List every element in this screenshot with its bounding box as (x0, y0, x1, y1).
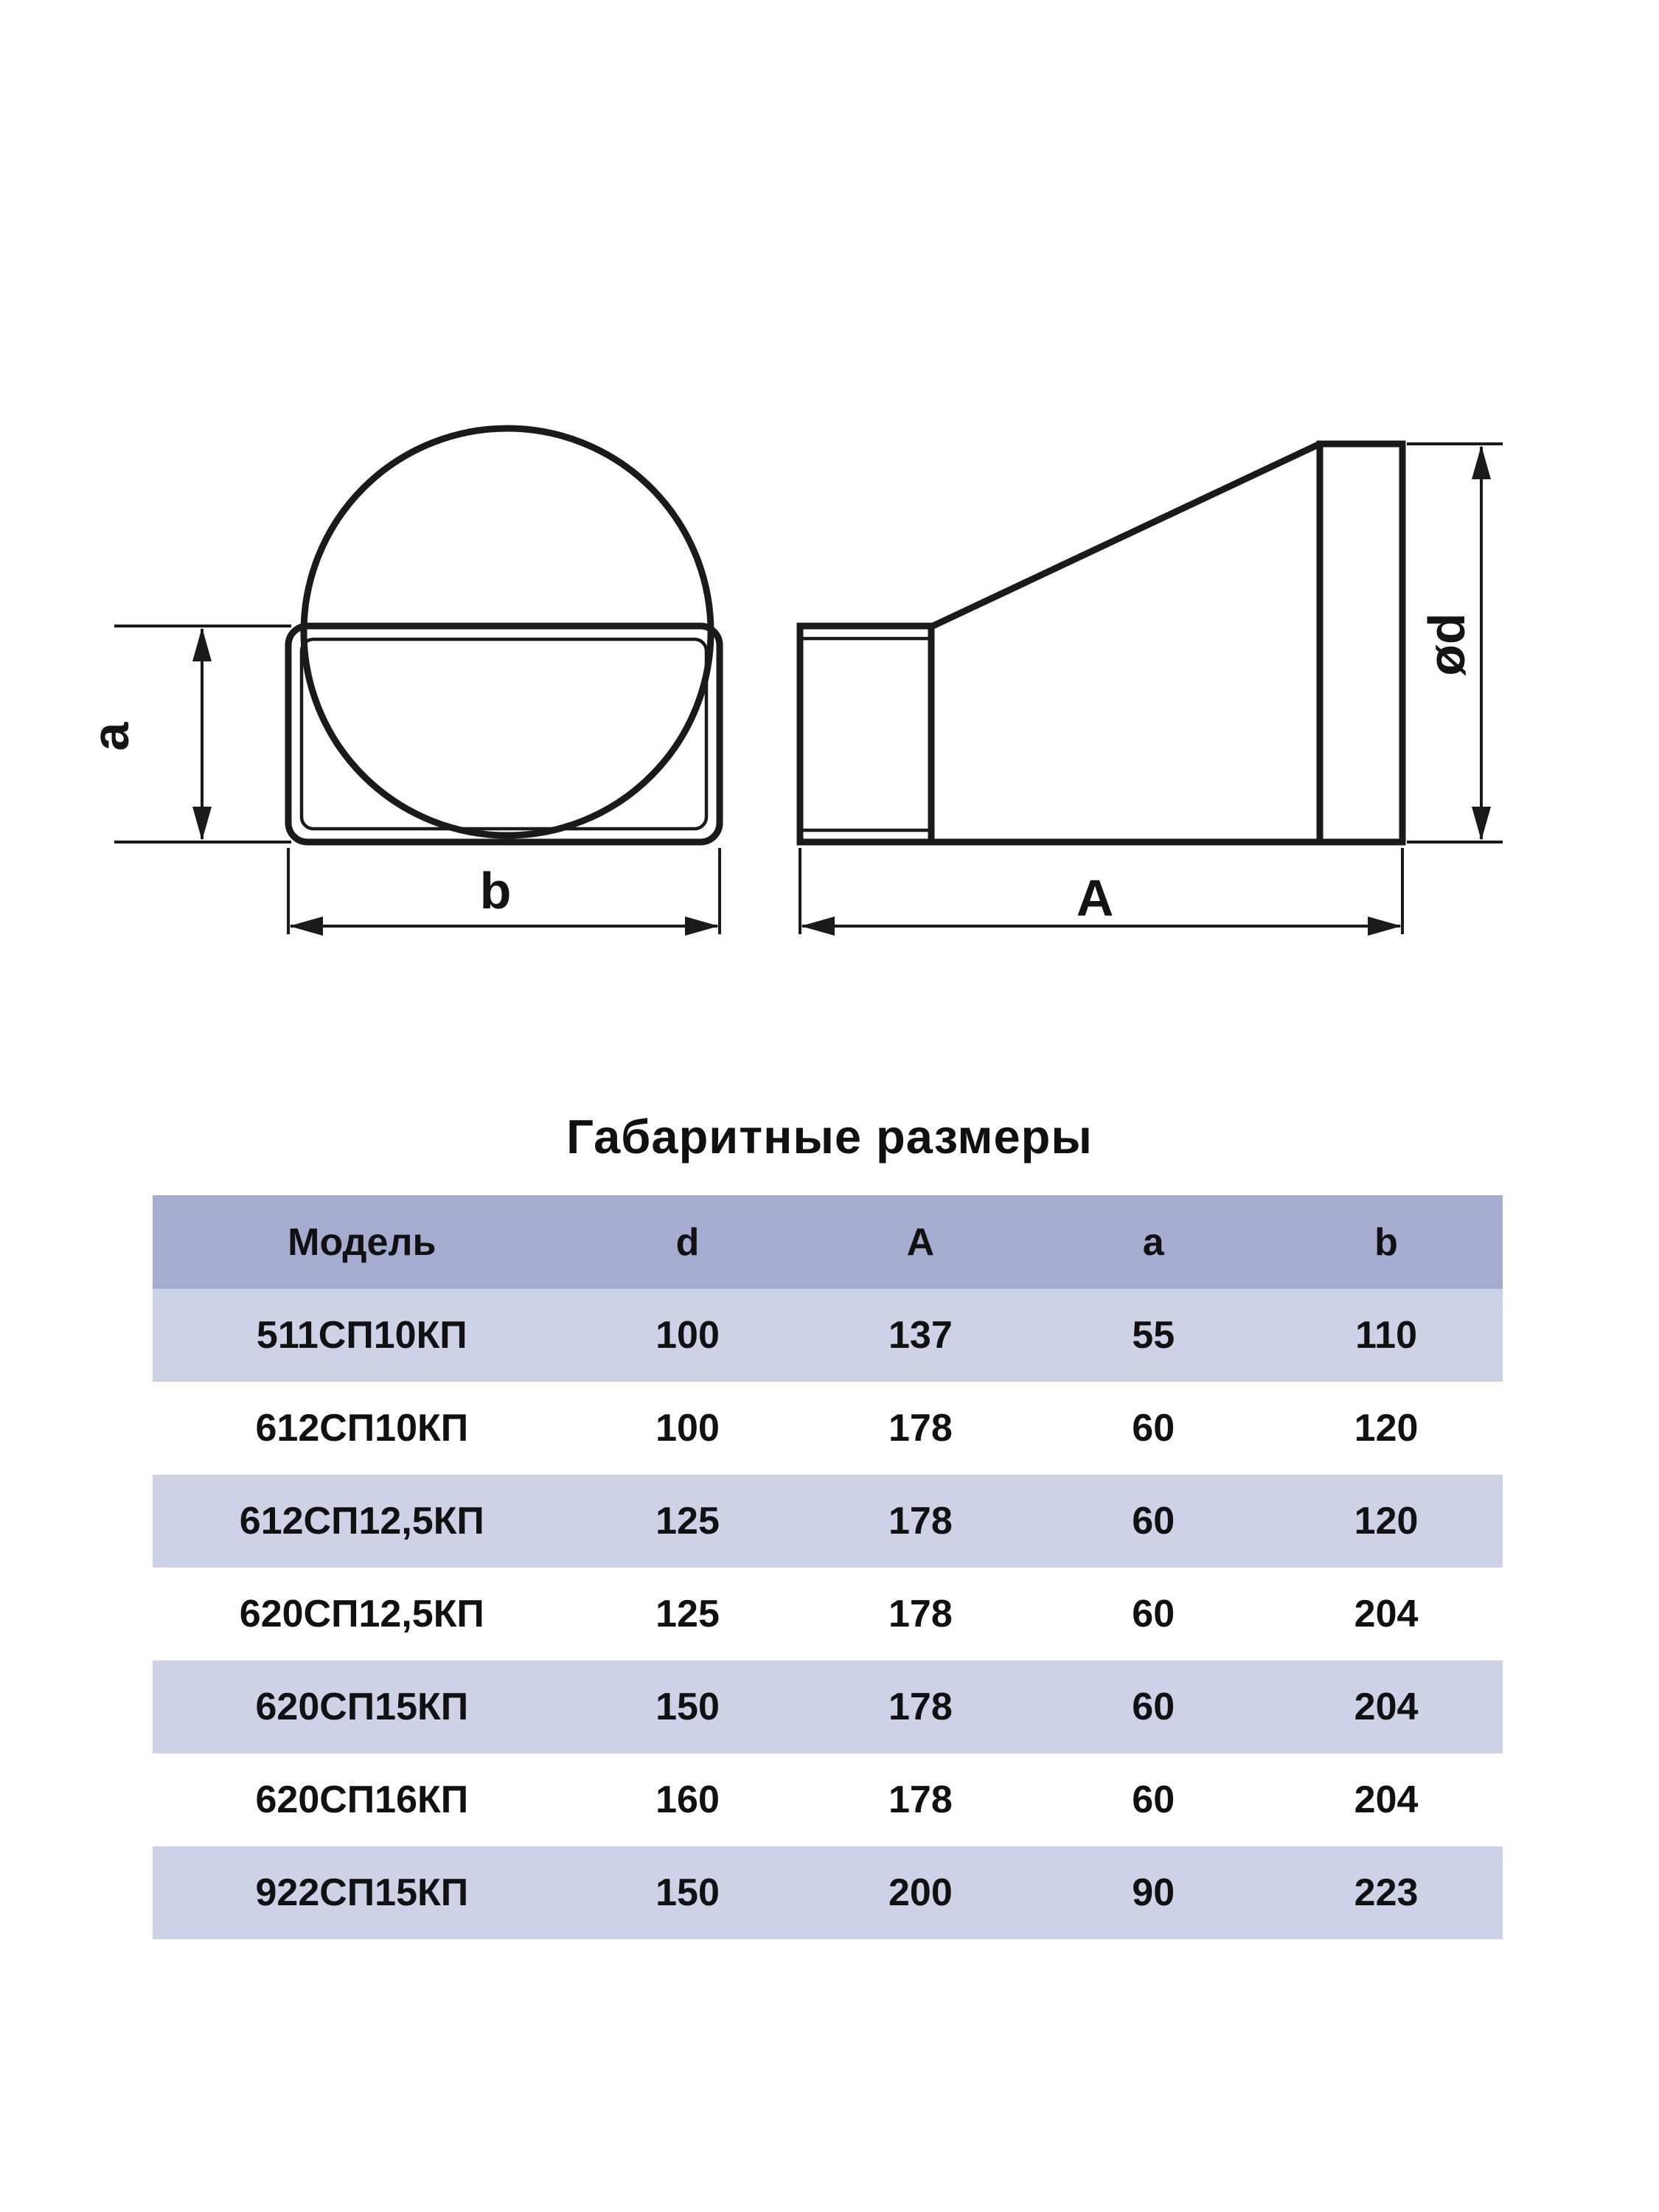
side-view-drawing (800, 444, 1503, 936)
cell-a: 90 (1132, 1871, 1175, 1914)
cell-model: 612СП12,5КП (239, 1500, 484, 1543)
cell-A: 178 (888, 1778, 953, 1821)
dim-diameter-label: ød (1418, 613, 1475, 676)
flat-connector-flange-lines (800, 639, 931, 830)
cell-d: 100 (655, 1314, 720, 1357)
cell-b: 223 (1354, 1871, 1419, 1914)
table-row (153, 1289, 1503, 1382)
cell-model: 612СП10КП (255, 1407, 469, 1450)
cell-model: 511СП10КП (256, 1314, 467, 1357)
cell-model: 620СП15КП (255, 1686, 469, 1728)
dimensions-table (153, 1195, 1503, 1939)
cell-a: 55 (1132, 1314, 1175, 1357)
cell-a: 60 (1132, 1593, 1175, 1635)
header-A: A (906, 1220, 935, 1264)
dim-length-label: A (1076, 869, 1114, 927)
cell-d: 150 (655, 1686, 720, 1728)
cell-b: 204 (1354, 1593, 1419, 1635)
dimension-drawings (0, 0, 1659, 1069)
cell-a: 60 (1132, 1500, 1175, 1543)
flat-duct-outer-outline (288, 626, 720, 842)
cell-b: 204 (1354, 1686, 1419, 1728)
header-model: Модель (288, 1220, 437, 1264)
page-title: Габаритные размеры (566, 1110, 1093, 1164)
cell-a: 60 (1132, 1778, 1175, 1821)
table-header-row (153, 1195, 1503, 1289)
table-row (153, 1568, 1503, 1660)
table-row (153, 1846, 1503, 1939)
dim-b-arrow-left (289, 917, 323, 936)
cell-A: 200 (888, 1871, 953, 1914)
table-row (153, 1660, 1503, 1753)
dim-A-arrow-right (1368, 917, 1402, 936)
dim-a-arrow-up (192, 627, 212, 661)
cell-model: 620СП12,5КП (239, 1593, 484, 1635)
cell-b: 120 (1354, 1407, 1419, 1450)
header-b: b (1374, 1220, 1398, 1264)
cell-d: 125 (655, 1500, 720, 1543)
cell-A: 178 (888, 1500, 953, 1543)
cell-d: 160 (655, 1778, 720, 1821)
reducer-slope-line (931, 444, 1320, 627)
dim-d-arrow-down (1472, 807, 1491, 841)
cell-model: 620СП16КП (255, 1778, 469, 1821)
dim-d-arrow-up (1472, 445, 1491, 479)
dim-a-arrow-down (192, 807, 212, 841)
dim-b-arrow-right (685, 917, 719, 936)
cell-b: 204 (1354, 1778, 1419, 1821)
dim-b-label: b (479, 862, 512, 919)
header-d: d (675, 1220, 700, 1264)
front-view-drawing (114, 428, 720, 936)
cell-A: 178 (888, 1686, 953, 1728)
cell-a: 60 (1132, 1686, 1175, 1728)
round-connector-outline (1320, 444, 1402, 842)
cell-d: 150 (655, 1871, 720, 1914)
table-row (153, 1382, 1503, 1475)
table-row (153, 1475, 1503, 1568)
round-duct-outline (304, 428, 711, 835)
header-a: a (1142, 1220, 1164, 1264)
dim-a-label: a (82, 722, 139, 751)
cell-b: 110 (1355, 1314, 1417, 1357)
cell-a: 60 (1132, 1407, 1175, 1450)
dim-A-arrow-left (801, 917, 835, 936)
cell-A: 137 (888, 1314, 953, 1357)
table-row (153, 1753, 1503, 1846)
cell-model: 922СП15КП (255, 1871, 469, 1914)
cell-A: 178 (888, 1407, 953, 1450)
flat-connector-outline (800, 626, 931, 842)
flat-duct-inner-outline (302, 639, 706, 829)
cell-b: 120 (1354, 1500, 1419, 1543)
cell-A: 178 (888, 1593, 953, 1635)
cell-d: 100 (655, 1407, 720, 1450)
cell-d: 125 (655, 1593, 720, 1635)
